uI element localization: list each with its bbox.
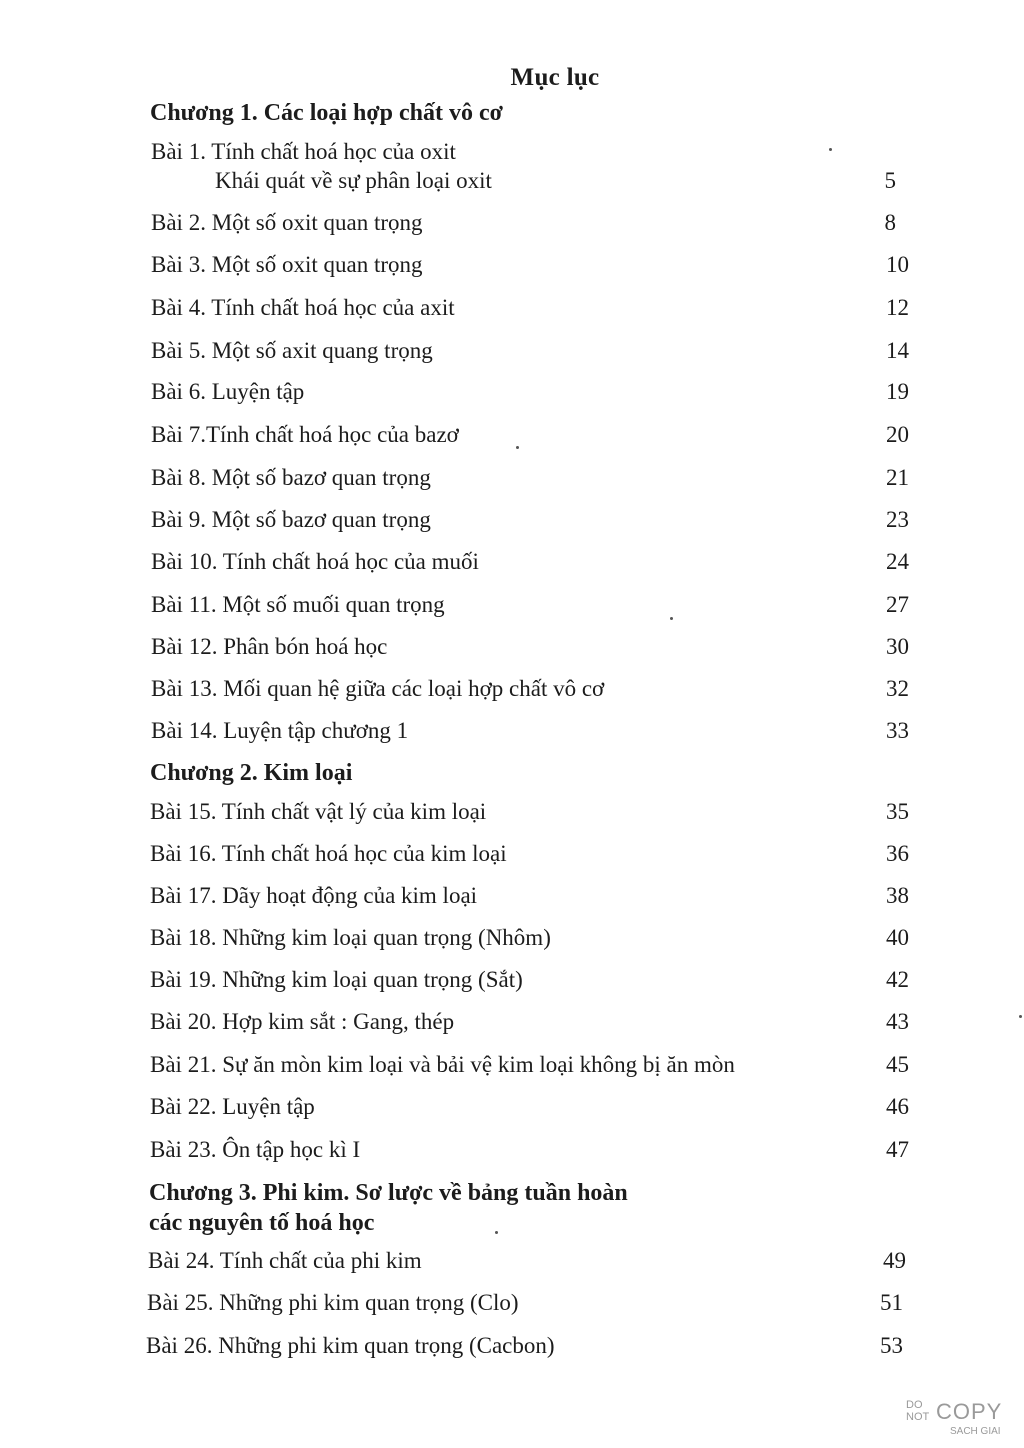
chapter-3-title: Chương 3. Phi kim. Sơ lược về bảng tuần hoàn <box>149 1180 628 1206</box>
toc-entry-label: Bài 14. Luyện tập chương 1 <box>151 718 409 743</box>
toc-entry-page: 10 <box>886 252 909 277</box>
toc-entry-label: Bài 11. Một số muối quan trọng <box>151 592 445 617</box>
toc-entry-page: 21 <box>886 465 909 490</box>
page-title: Mục lục <box>510 64 600 91</box>
watermark-copy: COPY <box>936 1399 1003 1424</box>
toc-entry-page: 49 <box>883 1248 906 1273</box>
toc-entry-page: 36 <box>886 841 909 866</box>
toc-entry-label: Bài 8. Một số bazơ quan trọng <box>151 465 431 490</box>
toc-entry-label: Bài 7.Tính chất hoá học của bazơ <box>151 422 459 447</box>
toc-entry-page: 30 <box>886 634 909 659</box>
toc-entry-label: Bài 2. Một số oxit quan trọng <box>151 210 423 235</box>
toc-entry-page: 47 <box>886 1137 909 1162</box>
toc-entry-page: 32 <box>886 676 909 701</box>
toc-entry-page: 40 <box>886 925 909 950</box>
toc-entry-page: 33 <box>886 718 909 743</box>
toc-entry-label: Bài 23. Ôn tập học kì I <box>150 1137 361 1162</box>
chapter-3-title-continued: các nguyên tố hoá học <box>149 1210 375 1236</box>
chapter-2-title: Chương 2. Kim loại <box>150 760 353 786</box>
toc-entry-page: 23 <box>886 507 909 532</box>
toc-entry-label: Bài 22. Luyện tập <box>150 1094 315 1119</box>
toc-entry-page: 45 <box>886 1052 909 1077</box>
toc-entry-label: Bài 4. Tính chất hoá học của axit <box>151 295 455 320</box>
watermark-do: DO <box>906 1399 923 1411</box>
toc-entry-page: 42 <box>886 967 909 992</box>
toc-entry-label: Bài 15. Tính chất vật lý của kim loại <box>150 799 487 824</box>
scan-speck <box>495 1231 498 1234</box>
toc-entry-page: 27 <box>886 592 909 617</box>
toc-entry-page: 20 <box>886 422 909 447</box>
toc-entry-page: 46 <box>886 1094 909 1119</box>
toc-entry-label: Bài 26. Những phi kim quan trọng (Cacbon) <box>146 1333 555 1358</box>
toc-entry-label: Bài 12. Phân bón hoá học <box>151 634 388 659</box>
toc-entry-label: Bài 1. Tính chất hoá học của oxit <box>151 139 456 164</box>
watermark-not: NOT <box>906 1411 930 1423</box>
toc-entry-label: Bài 5. Một số axit quang trọng <box>151 338 433 363</box>
toc-entry-label: Bài 18. Những kim loại quan trọng (Nhôm) <box>150 925 551 950</box>
toc-entry-label: Bài 13. Mối quan hệ giữa các loại hợp chất vô cơ <box>151 676 605 701</box>
toc-entry-page: 24 <box>886 549 909 574</box>
scan-speck <box>516 446 519 449</box>
scan-speck <box>1019 1015 1022 1018</box>
toc-entry-page: 38 <box>886 883 909 908</box>
toc-entry-page: 8 <box>884 210 896 235</box>
toc-entry-page: 51 <box>880 1290 903 1315</box>
toc-entry-page: 14 <box>886 338 909 363</box>
toc-entry-page: 35 <box>886 799 909 824</box>
toc-entry-label: Bài 20. Hợp kim sắt : Gang, thép <box>150 1009 455 1034</box>
toc-entry-label: Bài 17. Dãy hoạt động của kim loại <box>150 883 478 908</box>
toc-entry-page: 5 <box>884 168 896 193</box>
toc-entry-label: Bài 9. Một số bazơ quan trọng <box>151 507 431 532</box>
toc-entry-label: Bài 19. Những kim loại quan trọng (Sắt) <box>150 967 523 992</box>
toc-entry-label-continued: Khái quát về sự phân loại oxit <box>215 168 492 193</box>
scan-speck <box>829 148 832 151</box>
chapter-1-title: Chương 1. Các loại hợp chất vô cơ <box>150 100 503 126</box>
toc-entry-label: Bài 16. Tính chất hoá học của kim loại <box>150 841 507 866</box>
watermark-brand: SACH GIAI <box>950 1426 1001 1437</box>
toc-entry-page: 19 <box>886 379 909 404</box>
toc-entry-label: Bài 24. Tính chất của phi kim <box>148 1248 422 1273</box>
toc-entry-page: 43 <box>886 1009 909 1034</box>
toc-entry-label: Bài 10. Tính chất hoá học của muối <box>151 549 479 574</box>
toc-entry-label: Bài 3. Một số oxit quan trọng <box>151 252 423 277</box>
toc-entry-page: 12 <box>886 295 909 320</box>
toc-entry-label: Bài 6. Luyện tập <box>151 379 305 404</box>
scan-speck <box>670 617 673 620</box>
watermark-logo <box>906 1400 1006 1442</box>
toc-entry-label: Bài 21. Sự ăn mòn kim loại và bải vệ kim loại không bị ăn mòn <box>150 1052 735 1077</box>
toc-entry-page: 53 <box>880 1333 903 1358</box>
toc-entry-label: Bài 25. Những phi kim quan trọng (Clo) <box>147 1290 519 1315</box>
